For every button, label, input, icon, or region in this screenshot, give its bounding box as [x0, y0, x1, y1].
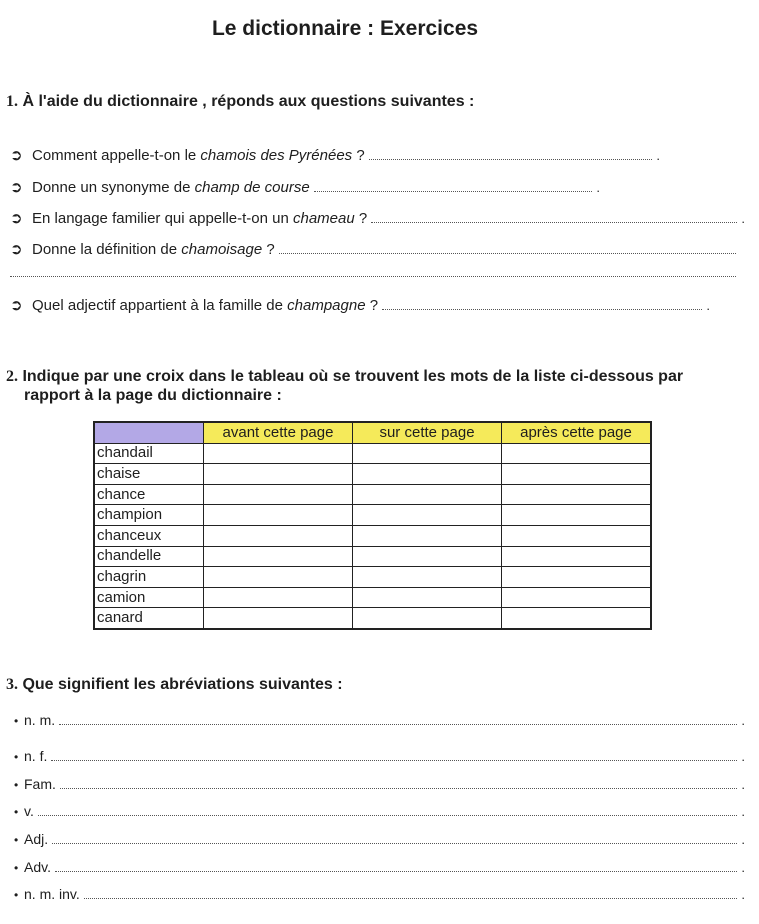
line-end: .	[741, 211, 745, 226]
word-cell: chagrin	[94, 567, 204, 588]
section-2-heading-line2: rapport à la page du dictionnaire :	[24, 387, 282, 404]
question-text: Quel adjectif appartient à la famille de	[32, 297, 288, 314]
table-corner-cell	[94, 422, 204, 443]
answer-cell[interactable]	[204, 484, 353, 505]
bullet-icon: •	[14, 714, 19, 728]
answer-cell[interactable]	[353, 567, 502, 588]
question-suffix: ?	[262, 241, 275, 258]
word-cell: chaise	[94, 464, 204, 485]
question-2	[10, 178, 600, 196]
question-text: Donne la définition de	[32, 241, 182, 258]
question-term: chamoisage	[181, 241, 263, 258]
answer-cell[interactable]	[204, 546, 353, 567]
question-3	[10, 209, 745, 227]
section-2-heading-line1: Indique par une croix dans le tableau où se trouvent les mots de la liste ci-dessous par	[22, 368, 684, 385]
question-suffix: ?	[352, 147, 365, 164]
column-header: avant cette page	[204, 422, 353, 443]
answer-cell[interactable]	[502, 443, 652, 464]
section-1-heading-b: , réponds aux questions suivantes :	[202, 93, 475, 110]
abbreviation-label: n. m.	[24, 712, 56, 728]
table-row	[94, 505, 651, 526]
table-row	[94, 484, 651, 505]
question-suffix: ?	[365, 297, 379, 314]
abbreviation-label: Adj.	[24, 831, 49, 847]
question-term: chameau	[293, 210, 355, 227]
answer-line[interactable]	[314, 180, 593, 192]
word-cell: chandelle	[94, 546, 204, 567]
question-term: champagne	[287, 297, 366, 314]
section-2-heading	[6, 367, 751, 405]
page-title: Le dictionnaire : Exercices	[211, 17, 479, 40]
answer-line[interactable]	[369, 148, 653, 160]
answer-cell[interactable]	[353, 525, 502, 546]
abbreviation-item	[14, 712, 745, 728]
question-text: Donne un synonyme de	[32, 179, 195, 196]
bullet-icon: •	[14, 833, 19, 847]
answer-cell[interactable]	[204, 443, 353, 464]
line-end: .	[656, 148, 660, 163]
line-end: .	[741, 804, 745, 819]
answer-cell[interactable]	[353, 587, 502, 608]
word-cell: chanceux	[94, 525, 204, 546]
table-row	[94, 608, 651, 629]
right-arrow-icon: ➲	[10, 210, 23, 227]
answer-line[interactable]	[60, 777, 737, 789]
word-cell: chance	[94, 484, 204, 505]
abbreviation-item	[14, 886, 745, 902]
answer-cell[interactable]	[353, 608, 502, 629]
answer-line[interactable]	[84, 887, 738, 899]
question-4	[10, 240, 740, 258]
table-row	[94, 587, 651, 608]
word-position-table	[93, 421, 652, 630]
word-cell: canard	[94, 608, 204, 629]
line-end: .	[741, 749, 745, 764]
answer-cell[interactable]	[502, 505, 652, 526]
section-1-number: 1.	[6, 93, 18, 110]
section-2-number: 2.	[6, 368, 18, 385]
answer-line[interactable]	[371, 211, 737, 223]
right-arrow-icon: ➲	[10, 241, 23, 258]
answer-line[interactable]	[55, 860, 737, 872]
section-3-heading-text: Que signifient les abréviations suivantes :	[22, 676, 343, 693]
answer-cell[interactable]	[353, 546, 502, 567]
answer-cell[interactable]	[353, 443, 502, 464]
abbreviation-item	[14, 748, 745, 764]
right-arrow-icon: ➲	[10, 297, 23, 314]
answer-line[interactable]	[38, 804, 738, 816]
answer-line[interactable]	[59, 713, 737, 725]
bullet-icon: •	[14, 888, 19, 902]
abbreviation-label: n. f.	[24, 748, 48, 764]
answer-line[interactable]	[52, 832, 737, 844]
right-arrow-icon: ➲	[10, 179, 23, 196]
question-term: champ de course	[194, 179, 310, 196]
answer-line-continued[interactable]	[10, 275, 736, 277]
abbreviation-item	[14, 803, 745, 819]
bullet-icon: •	[14, 805, 19, 819]
table-header-row	[94, 422, 651, 443]
abbreviation-label: Fam.	[24, 776, 56, 792]
answer-cell[interactable]	[502, 525, 652, 546]
answer-cell[interactable]	[502, 464, 652, 485]
abbreviation-label: n. m. inv.	[24, 886, 80, 902]
section-1-heading	[6, 92, 474, 111]
answer-line[interactable]	[382, 298, 702, 310]
table-row	[94, 525, 651, 546]
bullet-icon: •	[14, 778, 19, 792]
answer-cell[interactable]	[353, 505, 502, 526]
answer-cell[interactable]	[502, 587, 652, 608]
right-arrow-icon: ➲	[10, 147, 23, 164]
line-end: .	[741, 887, 745, 902]
answer-cell[interactable]	[502, 608, 652, 629]
word-cell: champion	[94, 505, 204, 526]
abbreviation-item	[14, 859, 745, 875]
bullet-icon: •	[14, 750, 19, 764]
answer-cell[interactable]	[502, 546, 652, 567]
section-1-heading-a: À l'aide du dictionnaire	[22, 93, 198, 110]
answer-line[interactable]	[279, 242, 736, 254]
answer-cell[interactable]	[353, 484, 502, 505]
question-term: chamois des Pyrénées	[200, 147, 353, 164]
table-row	[94, 464, 651, 485]
question-text: Comment appelle-t-on le	[32, 147, 201, 164]
word-cell: camion	[94, 587, 204, 608]
column-header: après cette page	[502, 422, 652, 443]
table-row	[94, 443, 651, 464]
table-row	[94, 546, 651, 567]
abbreviation-item	[14, 776, 745, 792]
answer-cell[interactable]	[204, 505, 353, 526]
column-header: sur cette page	[353, 422, 502, 443]
section-3-heading	[6, 675, 343, 694]
answer-cell[interactable]	[502, 567, 652, 588]
table-row	[94, 567, 651, 588]
question-text: En langage familier qui appelle-t-on un	[32, 210, 293, 227]
answer-cell[interactable]	[502, 484, 652, 505]
line-end: .	[706, 298, 710, 313]
answer-cell[interactable]	[353, 464, 502, 485]
answer-cell[interactable]	[204, 587, 353, 608]
line-end: .	[596, 180, 600, 195]
abbreviation-item	[14, 831, 745, 847]
line-end: .	[741, 713, 745, 728]
line-end: .	[741, 860, 745, 875]
answer-cell[interactable]	[204, 525, 353, 546]
abbreviation-label: v.	[24, 803, 34, 819]
answer-cell[interactable]	[204, 567, 353, 588]
line-end: .	[741, 832, 745, 847]
bullet-icon: •	[14, 861, 19, 875]
line-end: .	[741, 777, 745, 792]
abbreviation-label: Adv.	[24, 859, 51, 875]
question-5	[10, 296, 710, 314]
answer-cell[interactable]	[204, 464, 353, 485]
word-cell: chandail	[94, 443, 204, 464]
question-suffix: ?	[354, 210, 368, 227]
answer-cell[interactable]	[204, 608, 353, 629]
question-1	[10, 146, 660, 164]
section-3-number: 3.	[6, 676, 18, 693]
answer-line[interactable]	[51, 749, 737, 761]
